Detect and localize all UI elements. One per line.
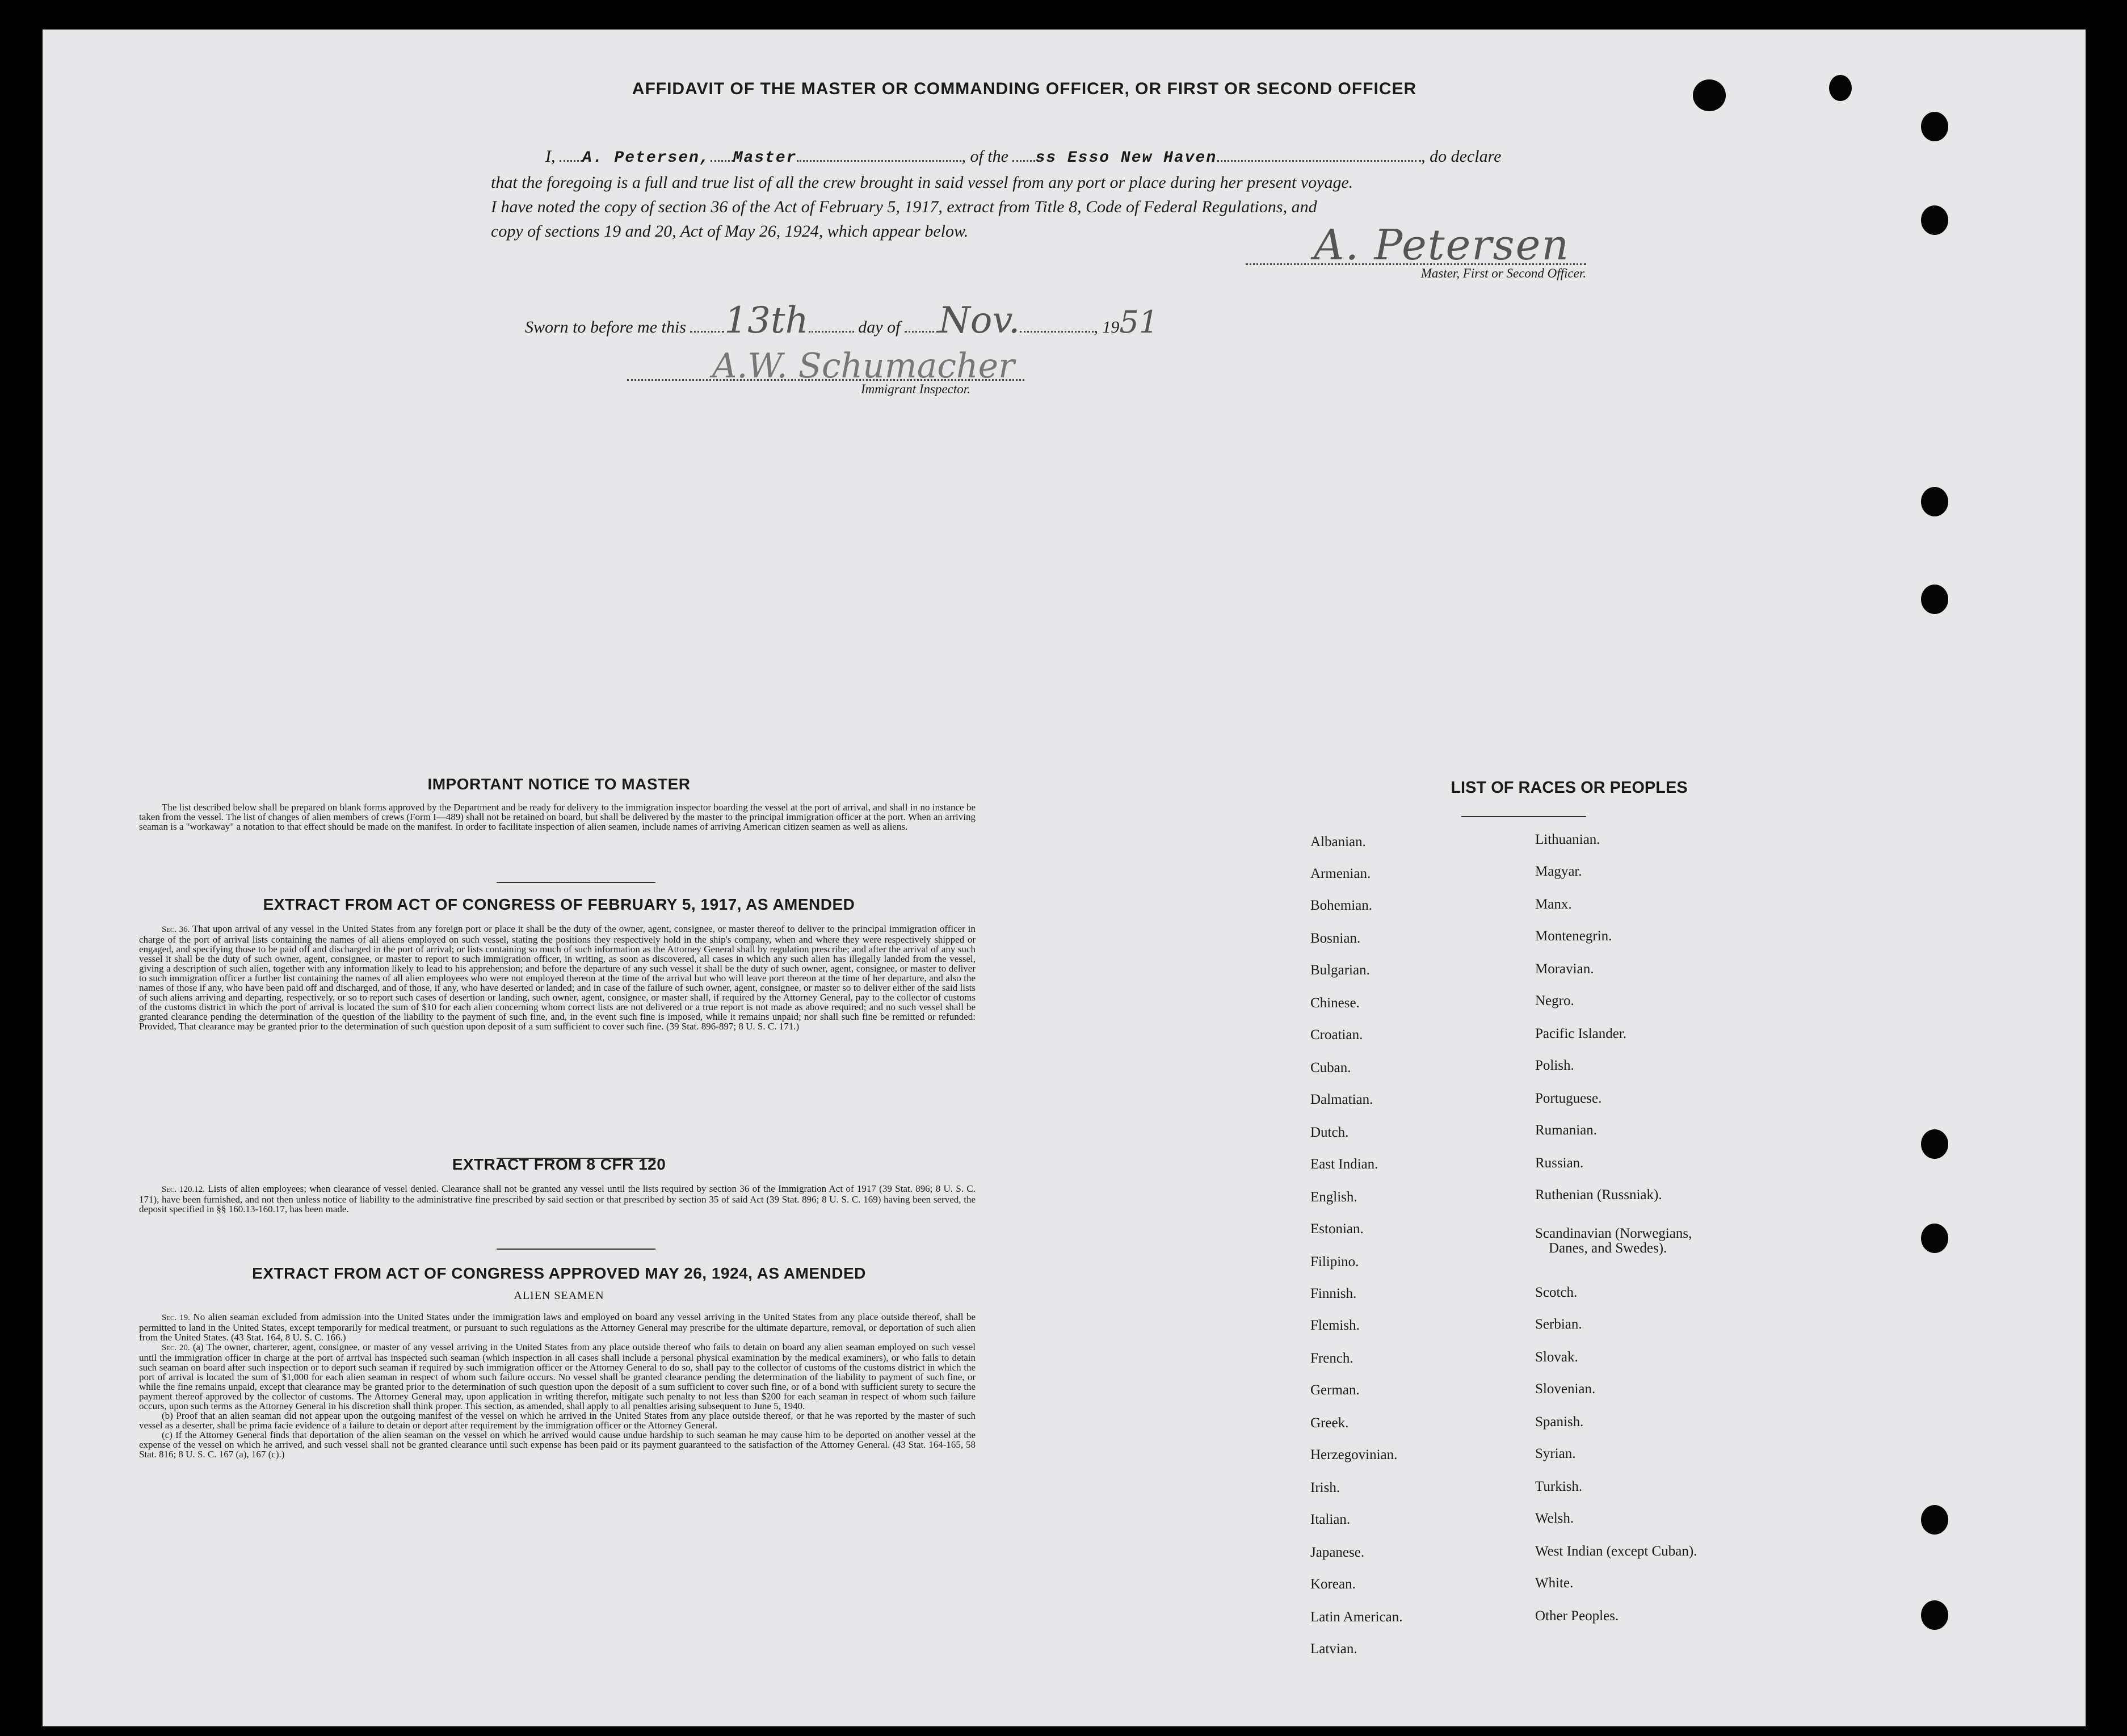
race-item: Albanian. bbox=[1310, 834, 1366, 850]
race-item: Slovenian. bbox=[1535, 1381, 1596, 1397]
extract-1924-heading: EXTRACT FROM ACT OF CONGRESS APPROVED MAY 26, 1924, AS AMENDED bbox=[252, 1264, 866, 1282]
race-item: Korean. bbox=[1310, 1577, 1356, 1592]
sworn-year: 51 bbox=[1119, 304, 1159, 340]
inspector-signature: A.W. Schumacher bbox=[712, 346, 1015, 386]
race-item: Lithuanian. bbox=[1535, 832, 1600, 847]
race-item: Dutch. bbox=[1310, 1125, 1349, 1140]
binder-hole bbox=[1921, 487, 1948, 516]
binder-hole bbox=[1921, 205, 1948, 235]
extract-1917-text: Sec. 36. That upon arrival of any vessel in the United States from any foreign port or place it shall be the duty of the owner, agent, consignee, or master thereof to deliver to the principal immigration officer in charge of the port of arrival lists containing the names of all aliens employed on such vessel, stating the positions they respectively hold in the ship's company, when and where they were respectively shipped or engaged, and specifying those to be paid off and discharged in the port of arrival; or lists containing so much of such information as the Attorney General shall by regulation prescribe; and after the arrival of any such vessel it shall be the duty of such owner, agent, consignee, or master to report to such immigration officer, in writing, as soon as discovered, all cases in which any such alien has illegally landed from the vessel, giving a description of such alien, together with any information likely to lead to his apprehension; and before the departure of any such vessel it shall be the duty of such owner, agent, consignee, or master to deliver to such immigration officer a further list containing the names of all alien employees who were not employed thereon at the time of the arrival but who will leave port thereon at the time of her departure, and also the names of those if any, who have been paid off and discharged, and of those, if any, who have deserted or landed; and in case of the failure of such owner, agent, consignee, or master so to deliver either of the said lists of such aliens arriving and departing, respectively, or so to report such cases of desertion or landing, such owner, agent, consignee, or master shall, if required by the Attorney General, pay to the collector of customs of the customs district in which the port of arrival is located the sum of $10 for each alien concerning whom correct lists are not delivered or a true report is not made as above required; and no such vessel shall be granted clearance pending the determination of the question of the liability to the payment of such fine, and, in the event such fine is imposed, while it remains unpaid; nor shall such fine be remitted or refunded: Provided, That clearance may be granted prior to the determination of such question upon deposit of a sum sufficient to cover such fine. (39 Stat. 896-897; 8 U. S. C. 171.) bbox=[139, 923, 976, 1032]
divider bbox=[497, 1249, 655, 1250]
race-item: Portuguese. bbox=[1535, 1091, 1602, 1106]
race-item: Scotch. bbox=[1535, 1285, 1578, 1300]
race-item: Greek. bbox=[1310, 1415, 1349, 1431]
binder-hole bbox=[1921, 1129, 1948, 1159]
sworn-line: Sworn to before me this 13th day of Nov. , 1951 bbox=[525, 300, 1159, 342]
notice-heading: IMPORTANT NOTICE TO MASTER bbox=[427, 775, 691, 793]
race-item: Cuban. bbox=[1310, 1060, 1351, 1075]
master-signature: A. Petersen bbox=[1314, 221, 1570, 270]
race-item: Danes, and Swedes). bbox=[1549, 1241, 1667, 1256]
declaration-line-3: I have noted the copy of section 36 of the Act of February 5, 1917, extract from Title 8, Code of Federal Regulations, and bbox=[491, 197, 1317, 216]
inspector-caption: Immigrant Inspector. bbox=[861, 382, 970, 396]
sworn-month: Nov. bbox=[938, 300, 1020, 342]
race-item: Pacific Islander. bbox=[1535, 1026, 1627, 1041]
binder-hole bbox=[1921, 585, 1948, 614]
sworn-day: 13th bbox=[724, 300, 809, 342]
race-item: Russian. bbox=[1535, 1155, 1584, 1171]
race-item: English. bbox=[1310, 1189, 1357, 1205]
race-item: Bosnian. bbox=[1310, 931, 1361, 946]
race-item: Other Peoples. bbox=[1535, 1608, 1619, 1624]
race-item: Dalmatian. bbox=[1310, 1092, 1373, 1107]
race-item: Chinese. bbox=[1310, 995, 1360, 1011]
master-signature-caption: Master, First or Second Officer. bbox=[1420, 266, 1586, 280]
race-item: French. bbox=[1310, 1351, 1353, 1366]
race-item: Latin American. bbox=[1310, 1609, 1403, 1625]
divider bbox=[1461, 816, 1586, 817]
race-item: Montenegrin. bbox=[1535, 928, 1612, 944]
extract-1917-heading: EXTRACT FROM ACT OF CONGRESS OF FEBRUARY 5, 1917, AS AMENDED bbox=[263, 896, 855, 913]
binder-hole bbox=[1921, 1505, 1948, 1535]
race-item: Estonian. bbox=[1310, 1221, 1364, 1237]
race-item: Rumanian. bbox=[1535, 1123, 1598, 1138]
binder-hole bbox=[1921, 112, 1948, 141]
race-item: Bulgarian. bbox=[1310, 962, 1370, 978]
declaration-line-2: that the foregoing is a full and true list of all the crew brought in said vessel from any port or place during her present voyage. bbox=[491, 173, 1353, 192]
race-item: West Indian (except Cuban). bbox=[1535, 1544, 1697, 1559]
race-item: Croatian. bbox=[1310, 1027, 1363, 1043]
race-item: Magyar. bbox=[1535, 864, 1582, 879]
inspector-signature-block bbox=[627, 347, 1058, 397]
race-item: White. bbox=[1535, 1575, 1574, 1591]
races-heading: LIST OF RACES OR PEOPLES bbox=[1451, 779, 1688, 797]
race-item: Latvian. bbox=[1310, 1641, 1357, 1657]
race-item: Finnish. bbox=[1310, 1286, 1357, 1301]
race-item: Welsh. bbox=[1535, 1511, 1574, 1526]
race-item: Italian. bbox=[1310, 1512, 1351, 1527]
race-item: Manx. bbox=[1535, 897, 1572, 912]
race-item: Ruthenian (Russniak). bbox=[1535, 1187, 1662, 1203]
declaration-line-1: I, A. Petersen, Master , of the ss Esso New Haven , do declare bbox=[491, 143, 1603, 170]
binder-hole bbox=[1921, 1600, 1948, 1630]
master-signature-block bbox=[1246, 222, 1586, 281]
extract-cfr-text: Sec. 120.12. Lists of alien employees; when clearance of vessel denied. Clearance shall not be granted any vessel until the lists required by section 36 of the Immigration Act of 1917 (39 Stat. 896; 8 U. S. C. 171), have been furnished, and not then unless notice of liability to the administrative fine prescribed by said section or that prescribed by section 35 of said Act (39 Stat. 896; 8 U. S. C. 169) having been served, the deposit specified in §§ 160.13-160.17, has been made. bbox=[139, 1183, 976, 1214]
race-item: Turkish. bbox=[1535, 1479, 1583, 1494]
race-item: Armenian. bbox=[1310, 866, 1371, 881]
master-name: A. Petersen, bbox=[582, 149, 711, 167]
race-item: Bohemian. bbox=[1310, 898, 1373, 913]
race-item: Spanish. bbox=[1535, 1414, 1584, 1430]
race-item: Syrian. bbox=[1535, 1446, 1576, 1461]
race-item: Slovak. bbox=[1535, 1350, 1578, 1365]
race-item: Polish. bbox=[1535, 1058, 1574, 1073]
race-item: East Indian. bbox=[1310, 1157, 1378, 1172]
vessel-name: ss Esso New Haven bbox=[1035, 149, 1217, 167]
race-item: Moravian. bbox=[1535, 961, 1594, 977]
master-rank: Master bbox=[733, 149, 797, 167]
race-item: Scandinavian (Norwegians, bbox=[1535, 1226, 1692, 1241]
race-item: Negro. bbox=[1535, 993, 1574, 1008]
document-page bbox=[43, 30, 2086, 1726]
race-item: German. bbox=[1310, 1382, 1360, 1398]
race-item: Herzegovinian. bbox=[1310, 1447, 1398, 1462]
notice-text: The list described below shall be prepared on blank forms approved by the Department and be ready for delivery to the immigration inspector boarding the vessel at the port of arrival, and shall in no instance be taken from the vessel. The list of changes of alien members of crews (Form I—489) shall not be retained on board, but shall be delivered by the master to the principal immigration officer at the port. When an arriving seaman is a "workaway" a notation to that effect should be made on the manifest. In order to facilitate inspection of alien seamen, include names of arriving American citizen seamen as well as aliens. bbox=[139, 802, 976, 832]
race-item: Irish. bbox=[1310, 1480, 1340, 1495]
affidavit-title: AFFIDAVIT OF THE MASTER OR COMMANDING OFFICER, OR FIRST OR SECOND OFFICER bbox=[632, 79, 1417, 98]
race-item: Flemish. bbox=[1310, 1318, 1360, 1333]
declaration-line-4: copy of sections 19 and 20, Act of May 26, 1924, which appear below. bbox=[491, 222, 969, 241]
binder-hole bbox=[1921, 1224, 1948, 1253]
divider bbox=[497, 882, 655, 883]
race-item: Japanese. bbox=[1310, 1545, 1365, 1560]
extract-1924-text: Sec. 19. No alien seaman excluded from admission into the United States under the immigration laws and employed on board any vessel arriving in the United States from any place outside thereof, shall be permitted to land in the United States, except temporarily for medical treatment, or pursuant to such regulations as the Attorney General may prescribe for the ultimate departure, removal, or deportation of such alien from the United States. (43 Stat. 164, 8 U. S. C. 166.) Sec. 20. (a) The owner, charterer, agent, consignee, or master of any vessel arriving in the United States from any place outside thereof who fails to detain on board any alien seaman employed on such vessel until the immigration officer in charge at the port of arrival has inspected such seaman (which inspection in all cases shall include a personal physical examination by the medical examiners), or who fails to detain such seaman on board after such inspection or to deport such seaman if required by such immigration officer or the Attorney General to do so, shall pay to the collector of customs of the customs district in which the port of arrival is located the sum of $1,000 for each alien seaman in respect of whom such failure occurs. No vessel shall be granted clearance pending the determination of the liability to payment of such fine, or while the fine remains unpaid, except that clearance may be granted prior to the determination of such question upon the deposit of a sum sufficient to cover such fine, or of a bond with sufficient surety to secure the payment thereof approved by the collector of customs. The Attorney General may, upon application in writing therefor, mitigate such penalty to not less than $200 for each seaman in respect of whom such failure occurs, upon such terms as the Attorney General in his discretion shall think proper. This section, as amended, shall apply to all penalties arising subsequent to June 5, 1940. (b) Proof that an alien seaman did not appear upon the outgoing manifest of the vessel on which he arrived in the United States from any place outside thereof, or that he was reported by the master of such vessel as a deserter, shall be prima facie evidence of a failure to detain or deport after requirement by the immigration officer or the Attorney General. (c) If the Attorney General finds that deportation of the alien seaman on the vessel on which he arrived would cause undue hardship to such seaman he may cause him to be deported on another vessel at the expense of the vessel on which he arrived, and such vessel shall not be granted clearance until such expense has been paid or its payment guaranteed to the satisfaction of the Attorney General. (43 Stat. 164-165, 58 Stat. 816; 8 U. S. C. 167 (a), 167 (c).) bbox=[139, 1312, 976, 1460]
extract-cfr-heading: EXTRACT FROM 8 CFR 120 bbox=[452, 1155, 666, 1173]
race-item: Filipino. bbox=[1310, 1254, 1359, 1270]
race-item: Serbian. bbox=[1535, 1317, 1582, 1332]
extract-1924-subheading: ALIEN SEAMEN bbox=[514, 1289, 604, 1302]
